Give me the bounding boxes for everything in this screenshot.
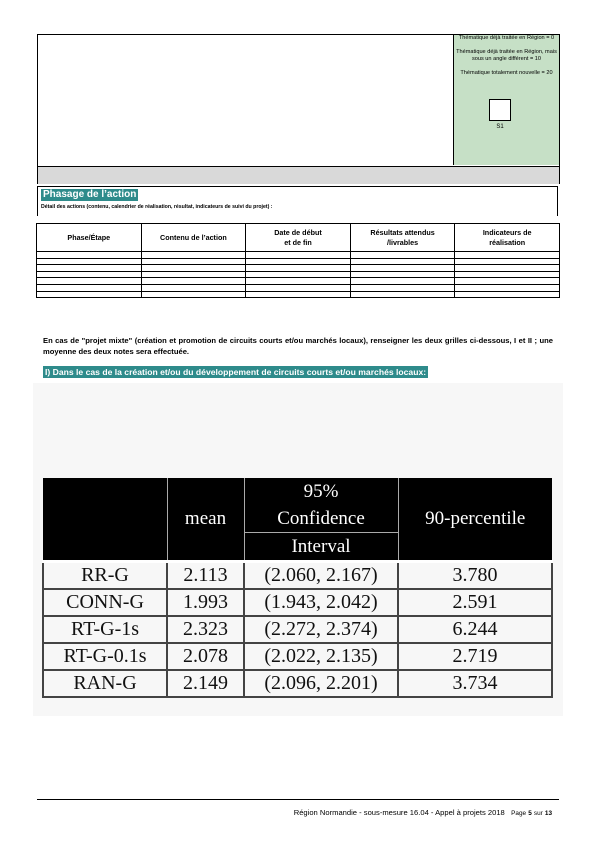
row-mean: 1.993	[167, 589, 244, 616]
phasage-left-rule	[37, 186, 38, 216]
col-contenu: Contenu de l’action	[141, 224, 246, 252]
row-p90: 3.734	[398, 670, 552, 697]
table-row	[43, 670, 552, 697]
text-entry-area[interactable]	[38, 35, 454, 165]
row-mean: 2.323	[167, 616, 244, 643]
table-row	[37, 258, 560, 265]
table-cell[interactable]	[350, 271, 455, 278]
table-row	[43, 616, 552, 643]
table-cell[interactable]	[350, 291, 455, 298]
col-dates: Date de début et de fin	[246, 224, 351, 252]
table-row	[37, 278, 560, 285]
header-ci-line1: 95%	[244, 478, 398, 505]
table-row	[43, 562, 552, 590]
stats-header-row-1	[43, 478, 552, 505]
col-phase: Phase/Étape	[37, 224, 142, 252]
table-row	[43, 589, 552, 616]
col-resultats: Résultats attendus /livrables	[350, 224, 455, 252]
header-blank	[43, 505, 167, 533]
table-cell[interactable]	[350, 252, 455, 259]
table-cell[interactable]	[455, 252, 560, 259]
row-ci: (2.022, 2.135)	[244, 643, 398, 670]
table-cell[interactable]	[246, 271, 351, 278]
table-row	[37, 271, 560, 278]
table-cell[interactable]	[246, 278, 351, 285]
row-mean: 2.113	[167, 562, 244, 590]
table-cell[interactable]	[37, 258, 142, 265]
table-cell[interactable]	[141, 278, 246, 285]
grey-band	[38, 166, 559, 184]
header-blank	[43, 533, 167, 562]
table-cell[interactable]	[37, 271, 142, 278]
row-mean: 2.078	[167, 643, 244, 670]
phasage-top-rule	[37, 186, 557, 187]
stats-header-row-2	[43, 505, 552, 533]
footer	[250, 808, 552, 817]
score-label: S1	[496, 124, 504, 130]
header-ci-line2: Confidence	[244, 505, 398, 533]
page-prefix: Page	[511, 810, 527, 817]
row-name: RAN-G	[43, 670, 167, 697]
table-cell[interactable]	[141, 258, 246, 265]
table-cell[interactable]	[37, 278, 142, 285]
table-cell[interactable]	[37, 252, 142, 259]
page-total: 13	[544, 810, 552, 817]
row-ci: (1.943, 2.042)	[244, 589, 398, 616]
table-cell[interactable]	[350, 265, 455, 272]
header-mean: mean	[167, 505, 244, 533]
stats-table	[42, 478, 553, 698]
score-input-box[interactable]	[489, 99, 511, 121]
table-cell[interactable]	[455, 271, 560, 278]
table-cell[interactable]	[246, 265, 351, 272]
table-cell[interactable]	[37, 291, 142, 298]
header-blank	[398, 533, 552, 562]
row-ci: (2.060, 2.167)	[244, 562, 398, 590]
table-cell[interactable]	[141, 252, 246, 259]
table-row	[37, 284, 560, 291]
row-mean: 2.149	[167, 670, 244, 697]
table-cell[interactable]	[141, 284, 246, 291]
table-row	[37, 291, 560, 298]
scoring-rule-0: Thématique déjà traitée en Région = 0	[458, 35, 555, 41]
instructions-paragraph: En cas de "projet mixte" (création et promotion de circuits courts et/ou marchés locaux), renseigner les deux grilles ci-dessous, I et II ; une moyenne des deux notes sera effectuée.	[43, 336, 553, 356]
table-cell[interactable]	[141, 265, 246, 272]
action-table	[36, 223, 560, 298]
row-ci: (2.272, 2.374)	[244, 616, 398, 643]
table-cell[interactable]	[246, 291, 351, 298]
header-percentile: 90-percentile	[398, 505, 552, 533]
scoring-rule-20: Thématique totalement nouvelle = 20	[460, 70, 553, 76]
table-cell[interactable]	[141, 271, 246, 278]
table-cell[interactable]	[455, 278, 560, 285]
table-row	[37, 252, 560, 259]
table-cell[interactable]	[350, 284, 455, 291]
phasage-title: Phasage de l’action	[43, 189, 137, 200]
row-name: RT-G-0.1s	[43, 643, 167, 670]
phasage-subtitle: Détail des actions (contenu, calendrier de réalisation, résultat, indicateurs de suivi du projet) :	[41, 204, 273, 210]
row-p90: 2.719	[398, 643, 552, 670]
table-cell[interactable]	[37, 284, 142, 291]
page-sep: sur	[533, 810, 543, 817]
header-blank	[167, 478, 244, 505]
table-cell[interactable]	[350, 258, 455, 265]
scoring-rule-10: Thématique déjà traitée en Région, mais sous un angle différent = 10	[456, 49, 557, 62]
table-cell[interactable]	[455, 265, 560, 272]
table-cell[interactable]	[350, 278, 455, 285]
table-cell[interactable]	[141, 291, 246, 298]
table-row	[43, 643, 552, 670]
row-p90: 3.780	[398, 562, 552, 590]
table-cell[interactable]	[455, 258, 560, 265]
action-table-header	[37, 224, 560, 252]
table-cell[interactable]	[455, 291, 560, 298]
table-cell[interactable]	[246, 252, 351, 259]
row-p90: 2.591	[398, 589, 552, 616]
page-number: 5	[528, 810, 532, 817]
row-name: CONN-G	[43, 589, 167, 616]
table-row	[37, 265, 560, 272]
row-name: RR-G	[43, 562, 167, 590]
col-indicateurs: Indicateurs de réalisation	[455, 224, 560, 252]
row-p90: 6.244	[398, 616, 552, 643]
header-blank	[167, 533, 244, 562]
row-ci: (2.096, 2.201)	[244, 670, 398, 697]
table-cell[interactable]	[246, 284, 351, 291]
section-heading: I) Dans le cas de la création et/ou du développement de circuits courts et/ou marchés locaux:	[45, 367, 427, 377]
row-name: RT-G-1s	[43, 616, 167, 643]
table-cell[interactable]	[37, 265, 142, 272]
header-ci-line3: Interval	[244, 533, 398, 562]
table-cell[interactable]	[455, 284, 560, 291]
header-blank	[43, 478, 167, 505]
footer-text: Région Normandie - sous-mesure 16.04 - Appel à projets 2018	[293, 808, 505, 817]
header-blank	[398, 478, 552, 505]
table-cell[interactable]	[246, 258, 351, 265]
footer-rule	[37, 799, 559, 800]
phasage-right-rule	[557, 186, 558, 216]
stats-header-row-3	[43, 533, 552, 562]
